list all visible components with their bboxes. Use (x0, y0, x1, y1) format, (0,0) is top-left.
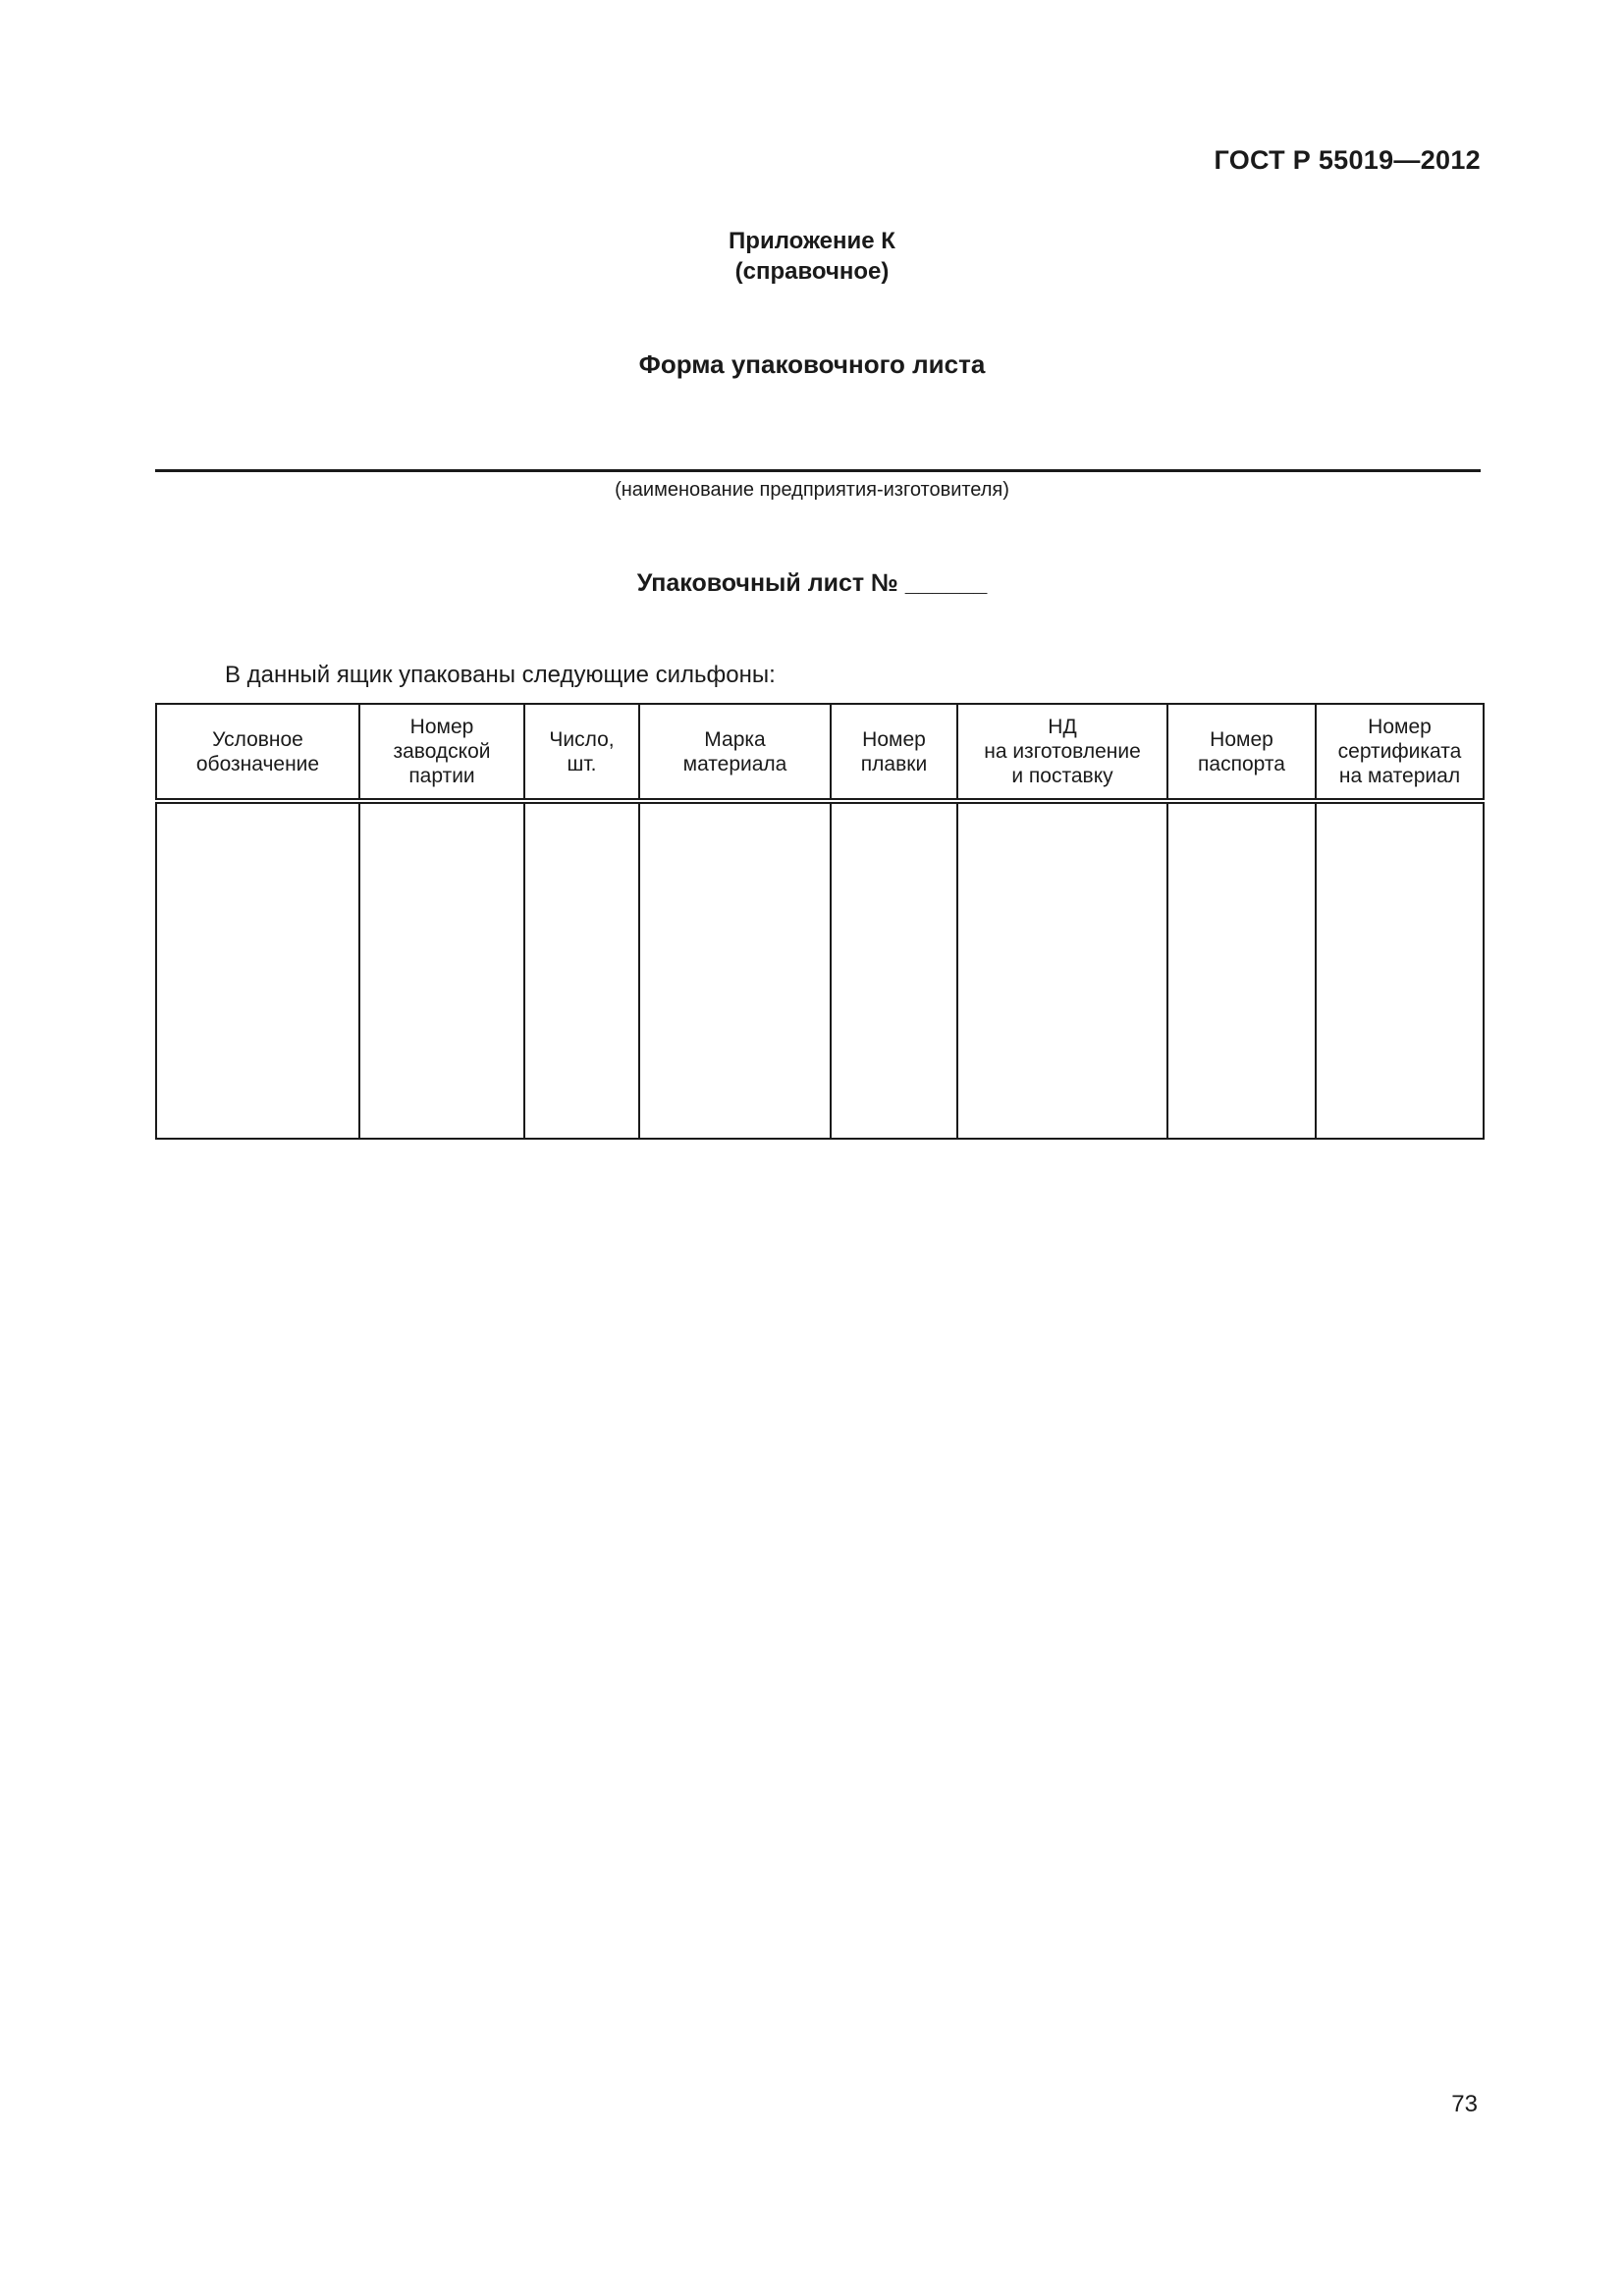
appendix-type: (справочное) (734, 258, 890, 285)
header-line: Число, (549, 727, 615, 751)
packing-list-table (155, 703, 1485, 1140)
page-number: 73 (1451, 2091, 1478, 2117)
table-cell (524, 801, 639, 1139)
header-line: шт. (567, 752, 597, 775)
header-line: паспорта (1198, 752, 1285, 775)
header-line: Номер (1368, 716, 1432, 738)
table-header-row (156, 704, 1484, 801)
form-title: Форма упаковочного листа (638, 349, 986, 379)
header-line: партии (408, 765, 475, 787)
table-cell (359, 801, 524, 1139)
header-line: на материал (1338, 765, 1461, 787)
header-line: на изготовление (984, 740, 1141, 763)
packing-list-title: Упаковочный лист № ______ (636, 569, 988, 597)
column-header-quantity (524, 704, 639, 801)
appendix-heading (0, 226, 1624, 287)
column-header-material-grade (639, 704, 831, 801)
header-line: и поставку (1011, 765, 1113, 787)
enterprise-name-caption: (наименование предприятия-изготовителя) (615, 479, 1009, 501)
header-line: материала (682, 752, 787, 775)
column-header-normative-doc (957, 704, 1167, 801)
table-cell (1167, 801, 1316, 1139)
column-header-passport-number (1167, 704, 1316, 801)
packing-list-intro: В данный ящик упакованы следующие сильфоны: (225, 662, 776, 688)
header-line: Условное (212, 727, 303, 751)
header-line: обозначение (195, 752, 320, 775)
table-cell (1316, 801, 1484, 1139)
header-line: Номер (409, 716, 474, 738)
column-header-heat-number (831, 704, 957, 801)
header-line: заводской (393, 740, 491, 763)
header-line: Номер (1210, 727, 1273, 751)
header-line: Номер (862, 727, 926, 751)
header-line: плавки (860, 752, 928, 775)
header-line: Марка (704, 727, 766, 751)
header-line: НД (1048, 716, 1077, 738)
appendix-label: Приложение К (729, 228, 895, 254)
table-cell (957, 801, 1167, 1139)
table-cell (831, 801, 957, 1139)
column-header-batch-number (359, 704, 524, 801)
column-header-material-certificate (1316, 704, 1484, 801)
table-cell (156, 801, 359, 1139)
header-line: сертификата (1337, 740, 1462, 763)
table-cell (639, 801, 831, 1139)
table-row (156, 801, 1484, 1139)
column-header-designation (156, 704, 359, 801)
standard-code: ГОСТ Р 55019—2012 (1214, 145, 1481, 175)
enterprise-name-line (155, 469, 1481, 472)
